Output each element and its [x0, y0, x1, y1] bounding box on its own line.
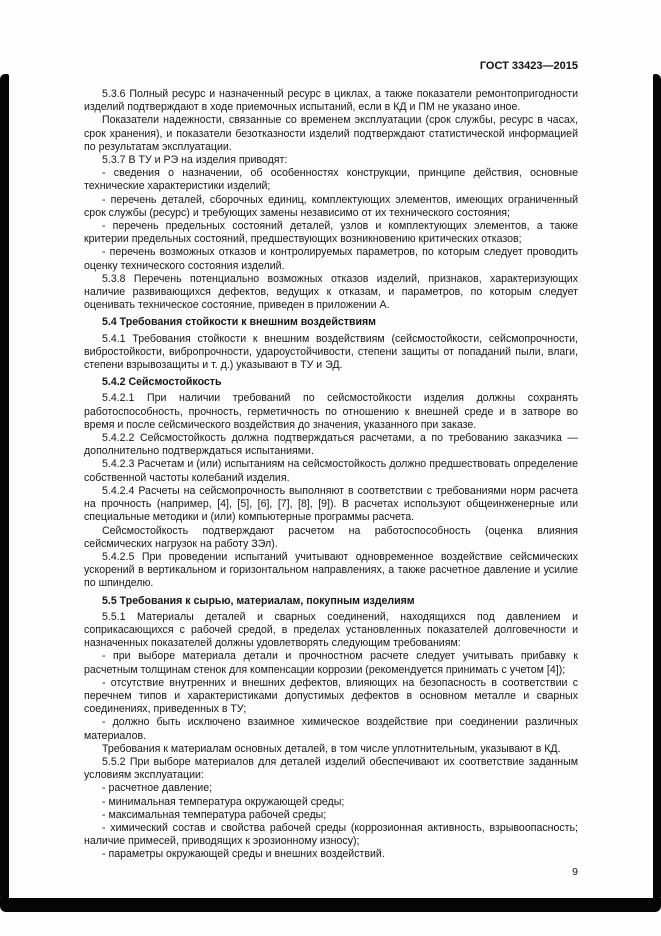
scan-edge-right: [653, 74, 661, 902]
paragraph: 5.3.8 Перечень потенциально возможных отказов изделий, признаков, характеризующих наличие развивающихся дефектов, ведущих к отказам, и параметров, по которым следует оценивать техническое состояние, приведен в приложении А.: [84, 272, 578, 312]
document-body: [84, 88, 578, 862]
section-heading: 5.5 Требования к сырью, материалам, покупным изделиям: [102, 594, 415, 607]
paragraph: 5.4.2.1 При наличии требований по сейсмостойкости изделия должны сохранять работоспособность, прочность, герметичность по отношению к внешней среде и в затворе во время и после сейсмического воздействия до значения, указанного при заказе.: [84, 392, 578, 431]
scan-edge-bottom: [0, 898, 661, 912]
paragraph: - сведения о назначении, об особенностях конструкции, принципе действия, основные технические характеристики изделий;: [84, 167, 578, 193]
paragraph: 5.4.2.3 Расчетам и (или) испытаниям на сейсмостойкость должно предшествовать определение собственной частоты колебаний изделия.: [84, 458, 578, 484]
paragraph: Требования к материалам основных деталей, в том числе уплотнительным, указывают в КД.: [102, 742, 561, 755]
paragraph: - расчетное давление;: [102, 782, 213, 795]
paragraph: 5.4.2.4 Расчеты на сейсмопрочность выполняют в соответствии с требованиями норм расчета на прочность (например, [4], [5], [6], [7], [8], [9]). В расчетах используют общеинженерные или специальные методики и (или) компьютерные программы расчета.: [84, 484, 578, 524]
paragraph: - минимальная температура окружающей среды;: [102, 795, 345, 808]
paragraph: - параметры окружающей среды и внешних воздействий.: [102, 848, 385, 861]
scan-edge-left: [0, 74, 9, 902]
paragraph: - перечень предельных состояний деталей, узлов и комплектующих элементов, а также критерии предельных состояний, предшествующих возникновению критических отказов;: [84, 220, 578, 246]
paragraph: - должно быть исключено взаимное химическое воздействие при соединении различных материалов.: [84, 716, 578, 742]
standard-number: ГОСТ 33423—2015: [479, 60, 578, 72]
paragraph: 5.5.2 При выборе материалов для деталей изделий обеспечивают их соответствие заданным условиям эксплуатации:: [84, 755, 578, 782]
section-heading: 5.4.2 Сейсмостойкость: [102, 376, 222, 389]
page-footer: [84, 866, 578, 878]
paragraph: Показатели надежности, связанные со временем эксплуатации (срок службы, ресурс в часах, срок хранения), и показатели безотказности изделий подтверждают статистической информацией по результатам эксплуатации.: [84, 114, 578, 153]
paragraph: - химический состав и свойства рабочей среды (коррозионная активность, взрывоопасность; наличие примесей, приводящих к эрозионному износу);: [84, 821, 578, 848]
paragraph: - максимальная температура рабочей среды;: [102, 808, 327, 821]
paragraph: 5.3.6 Полный ресурс и назначенный ресурс в циклах, а также показатели ремонтопригодности изделий подтверждают в ходе приемочных испытаний, если в КД и ПМ не указано иное.: [84, 88, 578, 114]
paragraph: 5.4.2.2 Сейсмостойкость должна подтверждаться расчетами, а по требованию заказчика — дополнительно подтверждаться испытаниями.: [84, 432, 578, 458]
paragraph: Сейсмостойкость подтверждают расчетом на работоспособность (оценка влияния сейсмических нагрузок на работу ЗЭл).: [84, 524, 578, 550]
paragraph: - при выборе материала детали и прочностном расчете следует учитывать прибавку к расчетным толщинам стенок для компенсации коррозии (рекомендуется принимать с учетом [4]);: [84, 650, 578, 676]
paragraph: 5.3.7 В ТУ и РЭ на изделия приводят:: [102, 154, 288, 167]
paragraph: - перечень возможных отказов и контролируемых параметров, по которым следует проводить оценку технического состояния изделий.: [84, 246, 578, 272]
paragraph: 5.4.1 Требования стойкости к внешним воздействиям (сейсмостойкости, сейсмопрочности, вибростойкости, вибропрочности, удароустойчивости, степени защиты от попаданий пыли, влаги, степени взрывозащиты и т. д.) указывают в ТУ и ЭД.: [84, 332, 578, 372]
document-header: [84, 60, 578, 72]
paragraph: 5.5.1 Материалы деталей и сварных соединений, находящихся под давлением и соприкасающихся с рабочей средой, в пределах установленных показателей долговечности и назначенных показателей должны удовлетворять следующим требованиям:: [84, 610, 578, 650]
section-heading: 5.4 Требования стойкости к внешним воздействиям: [102, 316, 377, 329]
paragraph: 5.4.2.5 При проведении испытаний учитывают одновременное воздействие сейсмических ускорений в вертикальном и горизонтальном направлениях, а также расчетное давление и усилие по шпинделю.: [84, 550, 578, 590]
paragraph: - отсутствие внутренних и внешних дефектов, влияющих на безопасность в соответствии с перечнем типов и характеристиками допустимых дефектов в основном металле и сварных соединениях, приведенных в ТУ;: [84, 676, 578, 716]
paragraph: - перечень деталей, сборочных единиц, комплектующих элементов, имеющих ограниченный срок службы (ресурс) и требующих замены независимо от их технического состояния;: [84, 193, 578, 219]
page-number: 9: [572, 866, 578, 878]
